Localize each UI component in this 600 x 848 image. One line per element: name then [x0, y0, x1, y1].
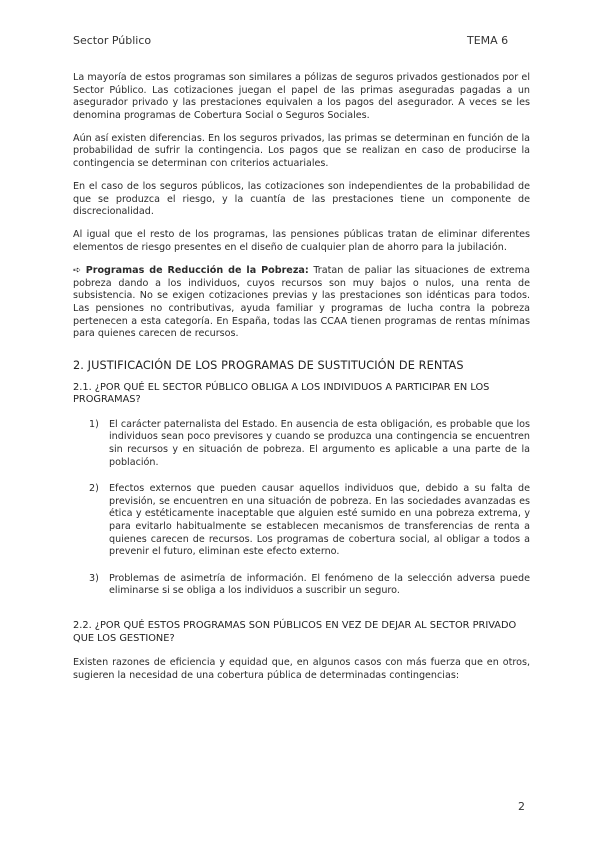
list-item-text: El carácter paternalista del Estado. En ausencia de esta obligación, es probable que los individuos sean poco previsores y cuando se produzca una contingencia se encuentren sin recursos y en situación de pobreza. El argumento es aplicable a una parte de la población. [109, 418, 530, 468]
header-left: Sector Público [73, 34, 152, 47]
list-item-number: 3) [89, 572, 99, 584]
list-item [73, 573, 530, 598]
page-number: 2 [518, 800, 525, 813]
paragraph-4: Al igual que el resto de los programas, las pensiones públicas tratan de eliminar diferentes elementos de riesgo presentes en el diseño de cualquier plan de ahorro para la jubilación. [73, 229, 530, 254]
paragraph-2: Aún así existen diferencias. En los seguros privados, las primas se determinan en función de la probabilidad de sufrir la contingencia. Los pagos que se realizan en caso de producirse la contingencia se determinan con criterios actuariales. [73, 132, 530, 170]
paragraph-1: La mayoría de estos programas son similares a pólizas de seguros privados gestionados por el Sector Público. Las cotizaciones juegan el papel de las primas aseguradas pagadas a un asegurador privado y las prestaciones equivalen a los pagos del asegurador. A veces se les denomina programas de Cobertura Social o Seguros Sociales. [73, 72, 530, 121]
list-item-number: 1) [89, 418, 99, 430]
list-item [73, 419, 530, 469]
list-item-text: Problemas de asimetría de información. El fenómeno de la selección adversa puede eliminarse si se obliga a los individuos a suscribir un seguro. [109, 572, 530, 597]
section-title: 2. JUSTIFICACIÓN DE LOS PROGRAMAS DE SUSTITUCIÓN DE RENTAS [73, 358, 464, 372]
subsection-title-2: 2.2. ¿POR QUÉ ESTOS PROGRAMAS SON PÚBLICOS EN VEZ DE DEJAR AL SECTOR PRIVADO QUE LOS GESTIONE? [73, 620, 517, 644]
list-item-text: Efectos externos que pueden causar aquellos individuos que, debido a su falta de previsión, se encuentren en una situación de pobreza. En las sociedades avanzadas es ética y estéticamente inaceptable que alguien esté sumido en una pobreza extrema, y para evitarlo habitualmente se establecen mecanismos de transferencias de renta a quienes carecen de recursos. Los programas de cobertura social, al obligar a todos a prevenir el futuro, eliminan este efecto externo. [109, 483, 530, 558]
list-item-number: 2) [89, 483, 99, 495]
paragraph-5 [73, 265, 530, 341]
subsection-title-1: 2.1. ¿POR QUÉ EL SECTOR PÚBLICO OBLIGA A LOS INDIVIDUOS A PARTICIPAR EN LOS PROGRAMAS? [73, 381, 490, 406]
program-title: Programas de Reducción de la Pobreza: [85, 265, 309, 277]
reasons-list [73, 419, 530, 598]
program-description: Tratan de paliar las situaciones de extrema pobreza dando a los individuos, cuyos recursos son muy bajos o nulos, una renta de subsistencia. No se exigen cotizaciones previas y las prestaciones son idénticas para todos. Las pensiones no contributivas, ayuda familiar y programas de lucha contra la pobreza pertenecen a esta categoría. En España, todas las CCAA tienen programas de rentas mínimas para quienes carecen de recursos. [73, 265, 530, 340]
list-item [73, 483, 530, 559]
document-body [73, 72, 530, 693]
header-right: TEMA 6 [467, 34, 509, 47]
paragraph-last: Existen razones de eficiencia y equidad que, en algunos casos con más fuerza que en otros, sugieren la necesidad de una cobertura pública de determinadas contingencias: [73, 657, 530, 681]
paragraph-3: En el caso de los seguros públicos, las cotizaciones son independientes de la probabilidad de que se produzca el riesgo, y la cuantía de las prestaciones tiene un componente de discrecionalidad. [73, 181, 530, 218]
arrow-bullet-icon: ➪ [73, 265, 82, 277]
